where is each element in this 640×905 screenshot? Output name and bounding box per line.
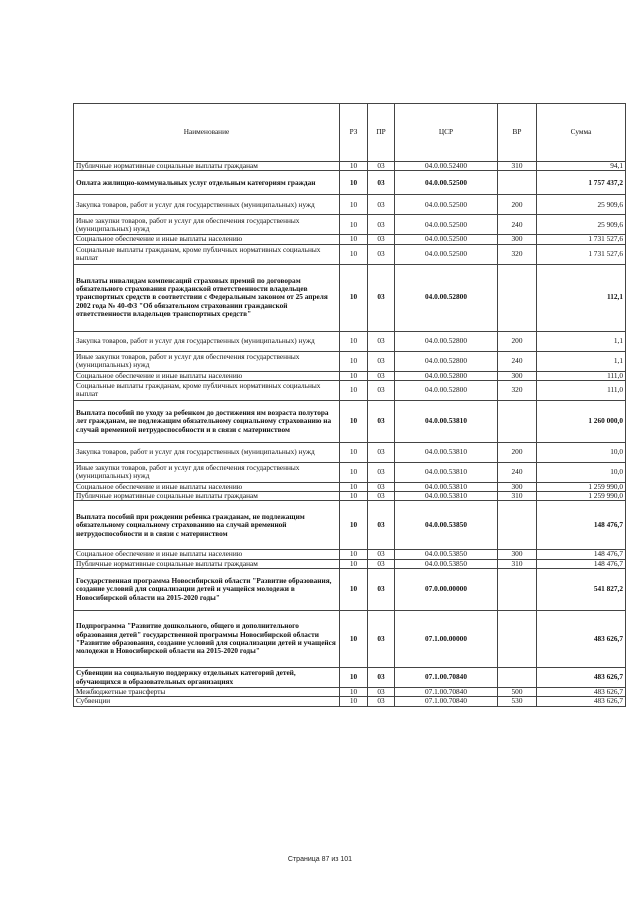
header-sum: Сумма bbox=[537, 104, 626, 162]
cell-csr: 04.0.00.52800 bbox=[395, 380, 498, 400]
cell-rz: 10 bbox=[340, 442, 368, 462]
table-row bbox=[74, 462, 626, 482]
cell-rz: 10 bbox=[340, 482, 368, 491]
table-row bbox=[74, 380, 626, 400]
cell-rz: 10 bbox=[340, 195, 368, 215]
header-rz: РЗ bbox=[340, 104, 368, 162]
cell-rz: 10 bbox=[340, 331, 368, 351]
cell-pr: 03 bbox=[368, 195, 395, 215]
cell-sum: 1 731 527,6 bbox=[537, 244, 626, 264]
cell-name: Социальное обеспечение и иные выплаты населению bbox=[74, 235, 340, 244]
cell-name: Иные закупки товаров, работ и услуг для обеспечения государственных (муниципальных) нужд bbox=[74, 462, 340, 482]
cell-sum: 148 476,7 bbox=[537, 559, 626, 568]
cell-csr: 07.0.00.00000 bbox=[395, 569, 498, 611]
cell-name: Субвенции bbox=[74, 697, 340, 706]
cell-vr: 200 bbox=[498, 331, 537, 351]
cell-csr: 07.1.00.70840 bbox=[395, 668, 498, 688]
cell-pr: 03 bbox=[368, 611, 395, 668]
table-row bbox=[74, 331, 626, 351]
table-row bbox=[74, 611, 626, 668]
cell-name: Публичные нормативные социальные выплаты гражданам bbox=[74, 162, 340, 171]
cell-sum: 148 476,7 bbox=[537, 501, 626, 550]
cell-csr: 04.0.00.52800 bbox=[395, 371, 498, 380]
cell-sum: 541 827,2 bbox=[537, 569, 626, 611]
cell-rz: 10 bbox=[340, 215, 368, 235]
header-csr: ЦСР bbox=[395, 104, 498, 162]
cell-name: Оплата жилищно-коммунальных услуг отдельным категориям граждан bbox=[74, 171, 340, 195]
cell-pr: 03 bbox=[368, 501, 395, 550]
cell-sum: 1 259 990,0 bbox=[537, 482, 626, 491]
header-pr: ПР bbox=[368, 104, 395, 162]
cell-sum: 10,0 bbox=[537, 462, 626, 482]
table-row bbox=[74, 569, 626, 611]
cell-pr: 03 bbox=[368, 380, 395, 400]
cell-sum: 1 260 000,0 bbox=[537, 400, 626, 442]
header-vr: ВР bbox=[498, 104, 537, 162]
cell-rz: 10 bbox=[340, 501, 368, 550]
table-row bbox=[74, 235, 626, 244]
cell-pr: 03 bbox=[368, 697, 395, 706]
cell-pr: 03 bbox=[368, 351, 395, 371]
cell-vr bbox=[498, 501, 537, 550]
table-row bbox=[74, 215, 626, 235]
cell-sum: 1 757 437,2 bbox=[537, 171, 626, 195]
cell-name: Иные закупки товаров, работ и услуг для обеспечения государственных (муниципальных) нужд bbox=[74, 351, 340, 371]
cell-vr: 310 bbox=[498, 492, 537, 501]
cell-sum: 148 476,7 bbox=[537, 550, 626, 559]
table-header-row bbox=[74, 104, 626, 162]
table-row bbox=[74, 162, 626, 171]
cell-sum: 483 626,7 bbox=[537, 688, 626, 697]
cell-vr bbox=[498, 264, 537, 331]
cell-rz: 10 bbox=[340, 400, 368, 442]
cell-rz: 10 bbox=[340, 697, 368, 706]
cell-csr: 04.0.00.53810 bbox=[395, 442, 498, 462]
table-row bbox=[74, 400, 626, 442]
cell-vr: 320 bbox=[498, 380, 537, 400]
cell-name: Закупка товаров, работ и услуг для государственных (муниципальных) нужд bbox=[74, 195, 340, 215]
cell-pr: 03 bbox=[368, 688, 395, 697]
cell-sum: 1 731 527,6 bbox=[537, 235, 626, 244]
cell-pr: 03 bbox=[368, 235, 395, 244]
cell-csr: 04.0.00.53850 bbox=[395, 550, 498, 559]
cell-rz: 10 bbox=[340, 559, 368, 568]
cell-name: Государственная программа Новосибирской области "Развитие образования, создание условий для социализации детей и учащейся молодежи в Новосибирской области на 2015-2020 годы" bbox=[74, 569, 340, 611]
cell-pr: 03 bbox=[368, 400, 395, 442]
cell-sum: 483 626,7 bbox=[537, 668, 626, 688]
table-row bbox=[74, 195, 626, 215]
table-body bbox=[74, 162, 626, 707]
cell-sum: 94,1 bbox=[537, 162, 626, 171]
cell-sum: 1 259 990,0 bbox=[537, 492, 626, 501]
budget-table bbox=[73, 103, 626, 707]
cell-vr: 500 bbox=[498, 688, 537, 697]
cell-pr: 03 bbox=[368, 215, 395, 235]
cell-pr: 03 bbox=[368, 559, 395, 568]
cell-name: Публичные нормативные социальные выплаты гражданам bbox=[74, 492, 340, 501]
cell-pr: 03 bbox=[368, 331, 395, 351]
cell-pr: 03 bbox=[368, 569, 395, 611]
cell-csr: 07.1.00.00000 bbox=[395, 611, 498, 668]
cell-pr: 03 bbox=[368, 171, 395, 195]
cell-name: Подпрограмма "Развитие дошкольного, общего и дополнительного образования детей" государственной программы Новосибирской области "Развитие образования, создание условий для социализации детей и учащейся молодежи в Новосибирской области на 2015-2020 годы" bbox=[74, 611, 340, 668]
cell-sum: 111,0 bbox=[537, 371, 626, 380]
cell-csr: 04.0.00.53810 bbox=[395, 492, 498, 501]
table-row bbox=[74, 697, 626, 706]
table-row bbox=[74, 171, 626, 195]
header-name: Наименование bbox=[74, 104, 340, 162]
cell-vr: 240 bbox=[498, 351, 537, 371]
cell-rz: 10 bbox=[340, 569, 368, 611]
cell-sum: 111,0 bbox=[537, 380, 626, 400]
cell-csr: 04.0.00.52500 bbox=[395, 215, 498, 235]
cell-vr: 200 bbox=[498, 442, 537, 462]
cell-sum: 483 626,7 bbox=[537, 697, 626, 706]
cell-sum: 112,1 bbox=[537, 264, 626, 331]
cell-csr: 04.0.00.52500 bbox=[395, 195, 498, 215]
cell-csr: 04.0.00.53810 bbox=[395, 482, 498, 491]
table-row bbox=[74, 501, 626, 550]
table-row bbox=[74, 688, 626, 697]
cell-name: Иные закупки товаров, работ и услуг для обеспечения государственных (муниципальных) нужд bbox=[74, 215, 340, 235]
cell-pr: 03 bbox=[368, 162, 395, 171]
cell-name: Выплата пособий при рождении ребенка гражданам, не подлежащим обязательному социальному страхованию на случай временной нетрудоспособности и в связи с материнством bbox=[74, 501, 340, 550]
cell-sum: 25 909,6 bbox=[537, 195, 626, 215]
cell-vr: 240 bbox=[498, 215, 537, 235]
cell-name: Публичные нормативные социальные выплаты гражданам bbox=[74, 559, 340, 568]
cell-csr: 04.0.00.52800 bbox=[395, 351, 498, 371]
cell-sum: 1,1 bbox=[537, 331, 626, 351]
cell-pr: 03 bbox=[368, 244, 395, 264]
cell-vr: 300 bbox=[498, 550, 537, 559]
cell-vr bbox=[498, 400, 537, 442]
cell-csr: 04.0.00.53850 bbox=[395, 559, 498, 568]
cell-rz: 10 bbox=[340, 668, 368, 688]
cell-rz: 10 bbox=[340, 380, 368, 400]
cell-rz: 10 bbox=[340, 351, 368, 371]
cell-rz: 10 bbox=[340, 171, 368, 195]
cell-vr bbox=[498, 569, 537, 611]
table-row bbox=[74, 351, 626, 371]
cell-pr: 03 bbox=[368, 550, 395, 559]
cell-vr: 310 bbox=[498, 559, 537, 568]
cell-sum: 10,0 bbox=[537, 442, 626, 462]
table-row bbox=[74, 442, 626, 462]
cell-csr: 04.0.00.53850 bbox=[395, 501, 498, 550]
cell-sum: 483 626,7 bbox=[537, 611, 626, 668]
cell-name: Социальное обеспечение и иные выплаты населению bbox=[74, 550, 340, 559]
table-row bbox=[74, 371, 626, 380]
cell-pr: 03 bbox=[368, 442, 395, 462]
cell-name: Закупка товаров, работ и услуг для государственных (муниципальных) нужд bbox=[74, 331, 340, 351]
cell-sum: 1,1 bbox=[537, 351, 626, 371]
cell-vr: 300 bbox=[498, 482, 537, 491]
cell-name: Межбюджетные трансферты bbox=[74, 688, 340, 697]
cell-pr: 03 bbox=[368, 264, 395, 331]
cell-pr: 03 bbox=[368, 668, 395, 688]
cell-name: Социальные выплаты гражданам, кроме публичных нормативных социальных выплат bbox=[74, 244, 340, 264]
cell-name: Социальные выплаты гражданам, кроме публичных нормативных социальных выплат bbox=[74, 380, 340, 400]
cell-vr: 320 bbox=[498, 244, 537, 264]
cell-pr: 03 bbox=[368, 482, 395, 491]
cell-csr: 04.0.00.52500 bbox=[395, 235, 498, 244]
cell-name: Выплаты инвалидам компенсаций страховых премий по договорам обязательного страхования гражданской ответственности владельцев транспортных средств в соответствии с Федеральным законом от 25 апреля 2002 года № 40-ФЗ "Об обязательном страховании гражданской ответственности владельцев транспортных средств" bbox=[74, 264, 340, 331]
table-row bbox=[74, 264, 626, 331]
cell-vr: 200 bbox=[498, 195, 537, 215]
cell-rz: 10 bbox=[340, 550, 368, 559]
cell-vr: 300 bbox=[498, 371, 537, 380]
cell-name: Выплата пособий по уходу за ребенком до достижения им возраста полутора лет гражданам, не подлежащим обязательному социальному страхованию на случай временной нетрудоспособности и в связи с материнством bbox=[74, 400, 340, 442]
table-row bbox=[74, 550, 626, 559]
cell-pr: 03 bbox=[368, 492, 395, 501]
cell-vr: 530 bbox=[498, 697, 537, 706]
page-number: Страница 87 из 101 bbox=[287, 856, 353, 863]
cell-csr: 07.1.00.70840 bbox=[395, 697, 498, 706]
cell-vr bbox=[498, 171, 537, 195]
cell-name: Закупка товаров, работ и услуг для государственных (муниципальных) нужд bbox=[74, 442, 340, 462]
cell-vr: 300 bbox=[498, 235, 537, 244]
cell-rz: 10 bbox=[340, 235, 368, 244]
cell-csr: 04.0.00.52800 bbox=[395, 264, 498, 331]
cell-name: Социальное обеспечение и иные выплаты населению bbox=[74, 371, 340, 380]
table-row bbox=[74, 559, 626, 568]
cell-csr: 04.0.00.53810 bbox=[395, 462, 498, 482]
cell-rz: 10 bbox=[340, 264, 368, 331]
cell-csr: 04.0.00.53810 bbox=[395, 400, 498, 442]
cell-rz: 10 bbox=[340, 244, 368, 264]
cell-vr bbox=[498, 611, 537, 668]
cell-csr: 04.0.00.52500 bbox=[395, 244, 498, 264]
table-row bbox=[74, 482, 626, 491]
cell-pr: 03 bbox=[368, 462, 395, 482]
cell-rz: 10 bbox=[340, 371, 368, 380]
cell-name: Социальное обеспечение и иные выплаты населению bbox=[74, 482, 340, 491]
cell-vr: 240 bbox=[498, 462, 537, 482]
cell-csr: 04.0.00.52800 bbox=[395, 331, 498, 351]
cell-vr: 310 bbox=[498, 162, 537, 171]
cell-rz: 10 bbox=[340, 688, 368, 697]
cell-rz: 10 bbox=[340, 462, 368, 482]
table-row bbox=[74, 668, 626, 688]
cell-rz: 10 bbox=[340, 611, 368, 668]
cell-rz: 10 bbox=[340, 162, 368, 171]
cell-name: Субвенции на социальную поддержку отдельных категорий детей, обучающихся в образовательных организациях bbox=[74, 668, 340, 688]
cell-rz: 10 bbox=[340, 492, 368, 501]
cell-sum: 25 909,6 bbox=[537, 215, 626, 235]
cell-pr: 03 bbox=[368, 371, 395, 380]
cell-csr: 04.0.00.52500 bbox=[395, 171, 498, 195]
cell-vr bbox=[498, 668, 537, 688]
cell-csr: 07.1.00.70840 bbox=[395, 688, 498, 697]
table-row bbox=[74, 492, 626, 501]
cell-csr: 04.0.00.52400 bbox=[395, 162, 498, 171]
table-row bbox=[74, 244, 626, 264]
